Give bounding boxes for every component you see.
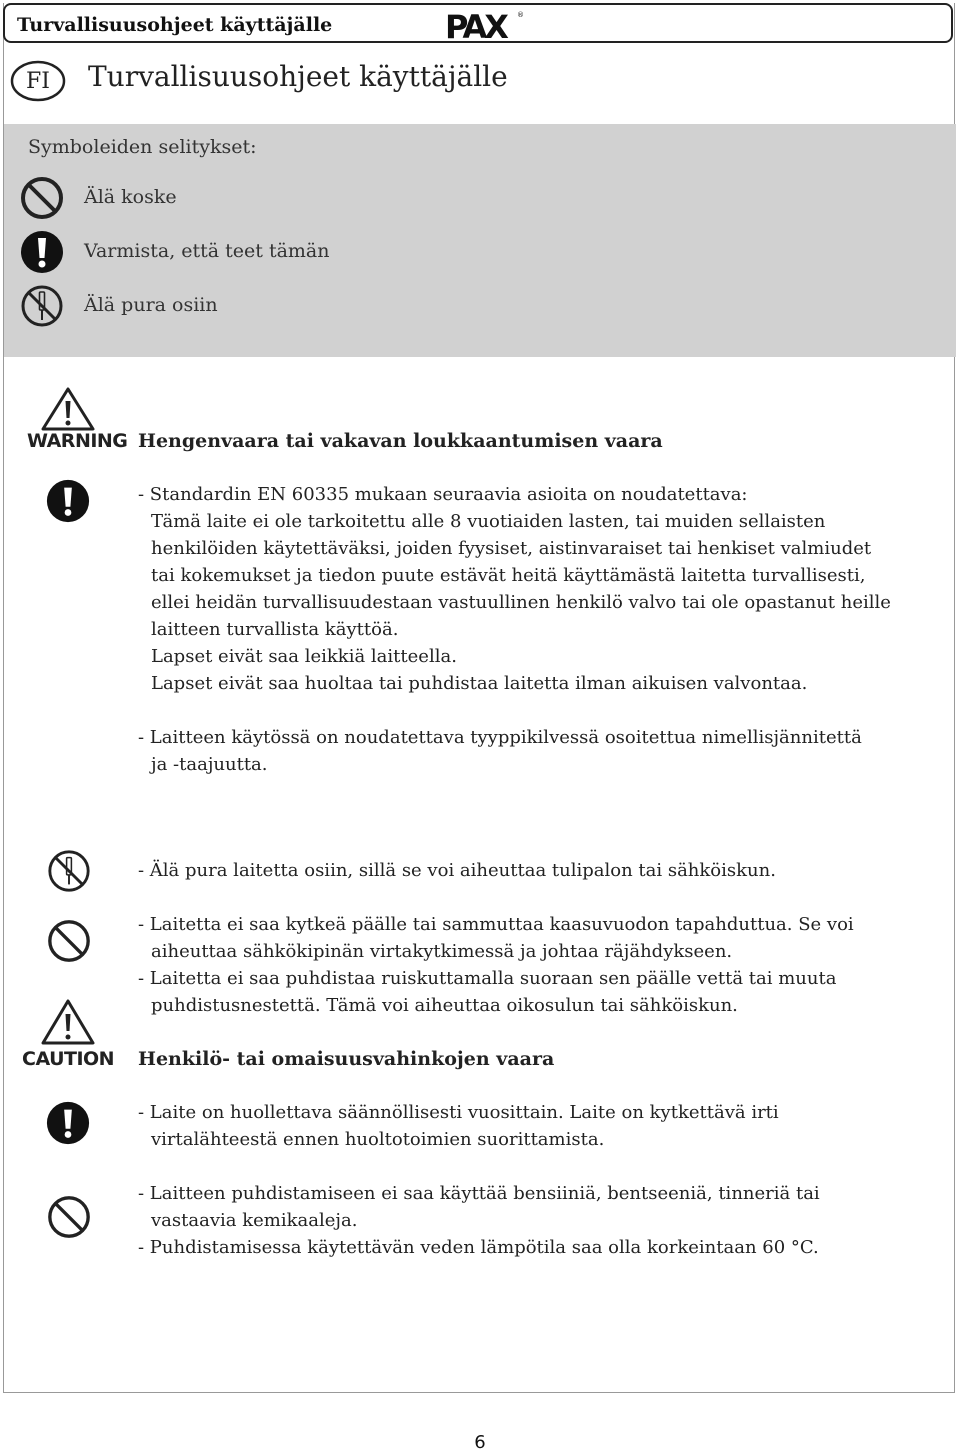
text-line: virtalähteestä ennen huoltotoimien suorittamista. [151,1129,605,1150]
legend-label: Varmista, että teet tämän [84,240,330,262]
prohibition-icon [46,918,92,964]
caution-block-cleaning [138,1180,938,1261]
text-line: Lapset eivät saa huoltaa tai puhdistaa laitetta ilman aikuisen valvontaa. [151,673,808,694]
text-line: - Laite on huollettava säännöllisesti vuosittain. Laite on kytkettävä irti [138,1102,779,1123]
no-disassembly-icon [18,282,66,330]
mandatory-exclamation-icon [18,228,66,276]
no-disassembly-icon [46,848,92,894]
caution-label: CAUTION [22,1048,115,1070]
mandatory-exclamation-icon [45,1100,91,1146]
text-line: - Laitetta ei saa puhdistaa ruiskuttamalla suoraan sen päälle vettä tai muuta [138,968,837,989]
warning-triangle-icon [40,386,96,432]
prohibition-icon [18,174,66,222]
header-bar [3,3,953,43]
svg-text:PAX: PAX [445,8,506,43]
legend-heading: Symboleiden selitykset: [28,136,257,158]
warning-heading: Hengenvaara tai vakavan loukkaantumisen vaara [138,430,663,452]
warning-block-standard [138,481,938,697]
legend-item-no-disassembly [18,282,418,330]
text-line: - Laitteen puhdistamiseen ei saa käyttää bensiiniä, bentseeniä, tinneriä tai [138,1183,820,1204]
warning-label: WARNING [27,430,128,452]
text-line: tai kokemukset ja tiedon puute estävät heitä käyttämästä laitetta turvallisesti, [151,565,866,586]
text-line: henkilöiden käytettäväksi, joiden fyysiset, aistinvaraiset tai henkiset valmiudet [151,538,872,559]
warning-block-disassembly [138,857,938,884]
text-line: ellei heidän turvallisuudestaan vastuullinen henkilö valvo tai ole opastanut heille [151,592,891,613]
text-line: - Standardin EN 60335 mukaan seuraavia asioita on noudatettava: [138,484,748,505]
page-number: 6 [474,1432,486,1453]
svg-text:®: ® [517,11,524,19]
language-badge: FI [26,69,50,94]
caution-triangle-icon [40,998,96,1046]
prohibition-icon [46,1194,92,1240]
text-line: - Laitteen käytössä on noudatettava tyyppikilvessä osoitettua nimellisjännitettä [138,727,862,748]
legend-label: Älä pura osiin [84,294,218,316]
text-line: vastaavia kemikaaleja. [151,1210,358,1231]
text-line: ja -taajuutta. [151,754,268,775]
legend-label: Älä koske [84,186,177,208]
text-line: Lapset eivät saa leikkiä laitteella. [151,646,457,667]
text-line: - Älä pura laitetta osiin, sillä se voi aiheuttaa tulipalon tai sähköiskun. [138,860,776,881]
pax-logo-icon [445,7,525,43]
warning-block-voltage [138,724,938,778]
text-line: Tämä laite ei ole tarkoitettu alle 8 vuotiaiden lasten, tai muiden sellaisten [151,511,826,532]
symbol-legend [4,124,956,357]
text-line: - Laitetta ei saa kytkeä päälle tai sammuttaa kaasuvuodon tapahduttua. Se voi [138,914,854,935]
text-line: laitteen turvallista käyttöä. [151,619,399,640]
page-title: Turvallisuusohjeet käyttäjälle [88,60,508,93]
text-line: puhdistusnestettä. Tämä voi aiheuttaa oikosulun tai sähköiskun. [151,995,738,1016]
caution-block-maintenance [138,1099,938,1153]
warning-block-gas-water [138,911,938,1019]
legend-item-mandatory [18,228,418,276]
mandatory-exclamation-icon [45,478,91,524]
caution-heading: Henkilö- tai omaisuusvahinkojen vaara [138,1048,555,1070]
text-line: - Puhdistamisessa käytettävän veden lämpötila saa olla korkeintaan 60 °C. [138,1237,819,1258]
text-line: aiheuttaa sähkökipinän virtakytkimessä ja johtaa räjähdykseen. [151,941,733,962]
header-title: Turvallisuusohjeet käyttäjälle [17,14,333,36]
legend-item-prohibition [18,174,418,222]
